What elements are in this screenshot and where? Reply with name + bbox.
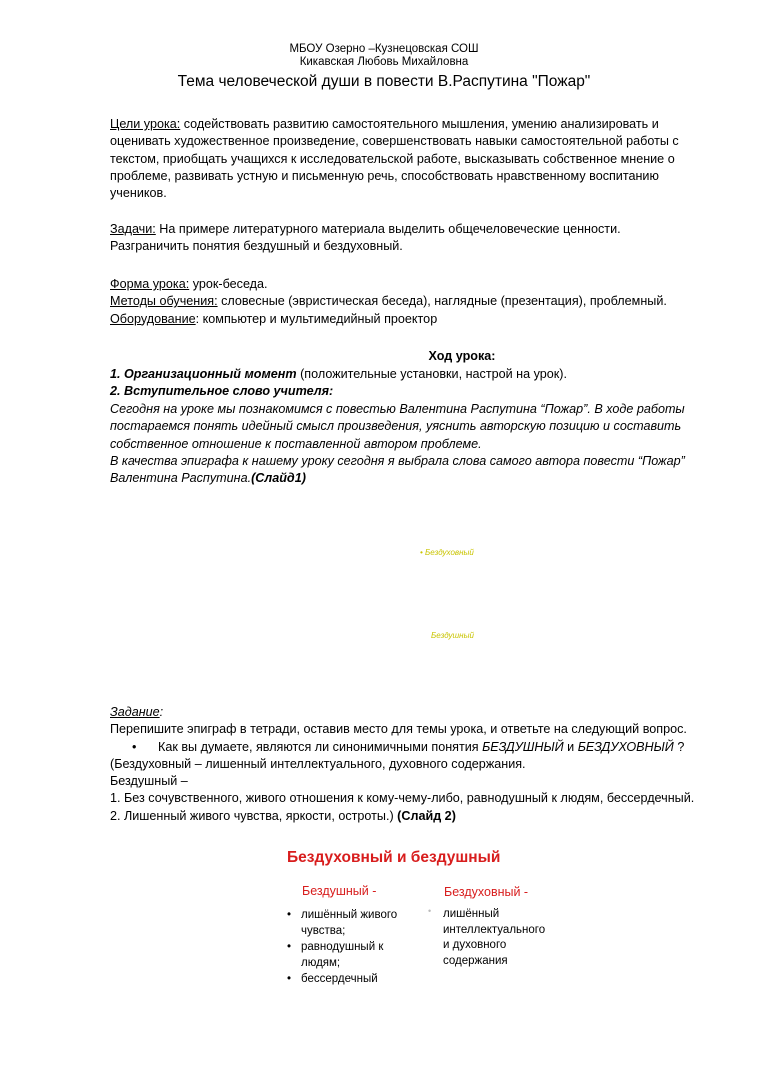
equipment-label: Оборудование: [110, 311, 196, 326]
step1-text: (положительные установки, настрой на урок).: [296, 367, 567, 381]
slide1-ref: (Слайд1): [251, 471, 306, 486]
intro-line: постараемся понять идейный смысл произведения, уяснить авторскую позицию и составить: [110, 419, 682, 434]
epigraph-line: Валентина Распутина.: [110, 471, 252, 486]
slide1-item: • Бездуховный: [420, 548, 474, 557]
epigraph-paragraph: [110, 453, 714, 488]
slide2-left-item: • бессердечный: [287, 972, 422, 988]
step2-label: 2. Вступительное слово учителя:: [110, 384, 334, 399]
goals-line: проблеме, развивать устную и письменную речь, способствовать нравственному воспитанию: [110, 168, 659, 183]
tasks-label: Задачи:: [110, 222, 156, 236]
goals-line: оценивать художественное произведение, совершенствовать навыки самостоятельной работы с: [110, 134, 679, 149]
definition-line: (Бездуховный – лишенный интеллектуального, духовного содержания.: [110, 756, 526, 771]
intro-paragraph: [110, 401, 714, 453]
slide1-item: Бездушный: [431, 631, 474, 640]
page-title: Тема человеческой души в повести В.Распутина "Пожар": [177, 73, 591, 90]
slide2-right-text: лишённый интеллектуального и духовного содержания: [443, 908, 546, 967]
tasks-line: Разграничить понятия бездушный и бездуховный.: [110, 239, 403, 254]
goals-line: учеников.: [110, 186, 167, 201]
assignment-block: Задание: Перепишите эпиграф в тетради, оставив место для темы урока, и ответьте на следующий вопрос. • Как вы думаете, являются ли синонимичными понятия БЕЗДУШНЫЙ и БЕЗДУХОВНЫЙ ? (Бездуховный – лишенный интеллектуального, духовного содержания. Бездушный – 1. Без сочувственного, живого отношения к кому-чему-либо, равнодушный к людям, бессердечный. 2. Лишенный живого чувства, яркости, остроты.) (Слайд 2): [110, 704, 714, 825]
assignment-label: Задание: [110, 705, 160, 719]
intro-line: Сегодня на уроке мы познакомимся с повестью Валентина Распутина “Пожар”. В ходе работы: [110, 402, 685, 416]
course-steps: [110, 366, 714, 401]
slide2-left-list: [287, 908, 422, 989]
definition-line: 2. Лишенный живого чувства, яркости, остроты.): [110, 808, 398, 823]
definition-line: Бездушный –: [110, 774, 188, 789]
lesson-info: [110, 276, 714, 328]
slide2-right-bullet: •: [428, 906, 432, 916]
course-heading: Ход урока:: [428, 349, 496, 363]
slide2-left-item: • равнодушный к людям;: [287, 940, 422, 971]
definition-line: 1. Без сочувственного, живого отношения к кому-чему-либо, равнодушный к людям, бессердечный.: [110, 791, 695, 806]
slide2-right-head: Бездуховный -: [444, 885, 529, 899]
intro-line: собственное отношение к поставленной автором проблеме.: [110, 436, 482, 451]
tasks-line: На примере литературного материала выделить общечеловеческие ценности.: [155, 222, 621, 236]
equipment-text: : компьютер и мультимедийный проектор: [195, 311, 438, 326]
goals-line: содействовать развитию самостоятельного мышления, умению анализировать и: [180, 117, 659, 131]
methods-label: Методы обучения:: [110, 294, 218, 309]
form-label: Форма урока:: [110, 277, 190, 291]
methods-text: словесные (эвристическая беседа), наглядные (презентация), проблемный.: [217, 294, 667, 309]
goals-label: Цели урока:: [110, 117, 181, 131]
goals-paragraph: [110, 116, 714, 202]
school-name: МБОУ Озерно –Кузнецовская СОШ: [289, 43, 479, 55]
goals-line: текстом, приобщать учащихся к исследовательской работе, высказывать собственное мнение о: [110, 151, 675, 166]
form-text: урок-беседа.: [189, 277, 268, 291]
step1-label: 1. Организационный момент: [110, 367, 297, 381]
assignment-line: Перепишите эпиграф в тетради, оставив место для темы урока, и ответьте на следующий вопрос.: [110, 722, 687, 737]
slide2-left-head: Бездушный -: [302, 884, 377, 898]
slide2-ref: (Слайд 2): [397, 808, 456, 823]
assignment-question: • Как вы думаете, являются ли синонимичными понятия БЕЗДУШНЫЙ и БЕЗДУХОВНЫЙ ?: [132, 739, 685, 754]
slide2-title: Бездуховный и бездушный: [287, 849, 501, 866]
author-name: Кикавская Любовь Михайловна: [299, 56, 469, 68]
tasks-paragraph: [110, 221, 714, 256]
epigraph-line: В качества эпиграфа к нашему уроку сегодня я выбрала слова самого автора повести “Пожар”: [110, 454, 685, 468]
slide2-left-item: • лишённый живого чувства;: [287, 908, 422, 939]
